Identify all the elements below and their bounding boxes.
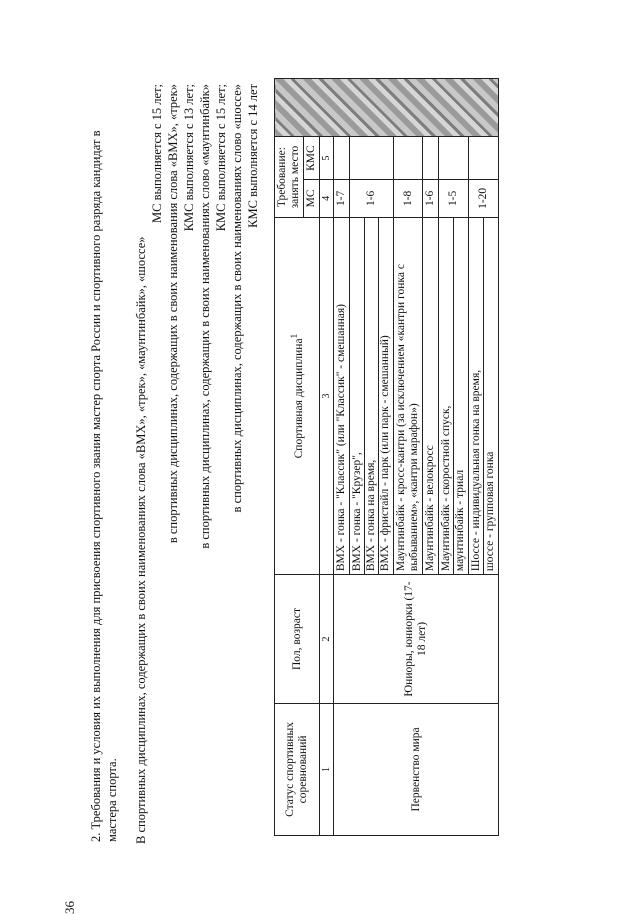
discipline-text: BMX - фристайл - парк (или парк - смешанный) [379, 335, 391, 572]
ms-place-cell: 1-6 [423, 179, 439, 217]
requirement-line: в спортивных дисциплинах, содержащих в своих наименованиях слово «шоссе» [230, 84, 244, 513]
discipline-text: Маунтинбайк - скоростной спуск, [440, 218, 454, 574]
ms-place-cell: 1-6 [350, 179, 394, 217]
requirement-line: КМС выполняется с 14 лет [246, 84, 260, 228]
column-number: 1 [320, 703, 334, 835]
discipline-cell [439, 217, 469, 574]
column-number-row [320, 79, 334, 836]
requirement-line: В спортивных дисциплинах, содержащих в своих наименованиях слова «BMX», «трек», «маунтинбайк», «шоссе» [134, 236, 148, 844]
shaded-margin [275, 79, 499, 137]
page-number: 36 [62, 901, 77, 914]
status-cell: Первенство мира [334, 703, 499, 835]
age-requirements [134, 78, 262, 848]
discipline-cell [469, 217, 499, 574]
discipline-cell [350, 217, 394, 574]
column-number: 4 [320, 179, 334, 217]
discipline-text: Маунтинбайк - велокросс [424, 445, 436, 572]
ms-place-cell: 1-8 [394, 179, 423, 217]
discipline-text: BMX - гонка - "Крузер", [351, 218, 365, 574]
discipline-text: шоссе - групповая гонка [484, 451, 496, 572]
column-number: 2 [320, 575, 334, 704]
requirement-line: в спортивных дисциплинах, содержащих в своих наименованиях слово «маунтинбайк» [198, 84, 212, 549]
kms-place-cell [334, 137, 350, 180]
discipline-text: BMX - гонка на время, [365, 218, 379, 574]
kms-place-cell [350, 137, 394, 180]
header-kms: КМС [304, 137, 320, 180]
header-requirement: Требование: занять место [275, 137, 304, 218]
header-age: Пол, возраст [275, 575, 320, 704]
requirement-line: КМС выполняется с 15 лет; [214, 84, 228, 232]
discipline-cell [394, 217, 423, 574]
discipline-text: BMX - гонка - "Классик" (или "Классик" - смешанная) [335, 304, 347, 572]
column-number: 3 [320, 217, 334, 574]
table-header-row [275, 79, 304, 836]
requirement-line: в спортивных дисциплинах, содержащих в своих наименования слова «BMX», «трек» [166, 84, 180, 544]
requirement-line: КМС выполняется с 13 лет; [182, 84, 196, 232]
header-discipline [275, 217, 320, 574]
ms-place-cell: 1-7 [334, 179, 350, 217]
discipline-cell [423, 217, 439, 574]
discipline-text: Шоссе - индивидуальная гонка на время, [470, 218, 484, 574]
ms-place-cell: 1-20 [469, 179, 499, 217]
ms-place-cell: 1-5 [439, 179, 469, 217]
requirement-line: МС выполняется с 15 лет; [150, 84, 164, 223]
discipline-text: маунтинбайк - триал [454, 469, 466, 572]
footnote-marker: 1 [289, 333, 301, 339]
header-status: Статус спортивных соревнований [275, 703, 320, 835]
section-heading: 2. Требования и условия их выполнения для присвоения спортивного звания мастер спорта России и спортивного разряда кандидат в мастера спорта. [89, 130, 119, 842]
table-row [334, 79, 350, 836]
discipline-cell [334, 217, 350, 574]
age-cell: Юниоры, юниорки (17-18 лет) [334, 575, 499, 704]
kms-place-cell [469, 137, 499, 180]
header-ms: МС [304, 179, 320, 217]
discipline-text: Маунтинбайк - кросс-кантри (за исключением «кантри гонка с выбыванием», «кантри марафон») [395, 264, 420, 572]
requirements-table [274, 78, 499, 836]
column-number: 5 [320, 137, 334, 180]
rotated-page-content [82, 78, 547, 848]
kms-place-cell [394, 137, 423, 180]
header-discipline-label: Спортивная дисциплина [292, 338, 305, 459]
kms-place-cell [423, 137, 439, 180]
kms-place-cell [439, 137, 469, 180]
